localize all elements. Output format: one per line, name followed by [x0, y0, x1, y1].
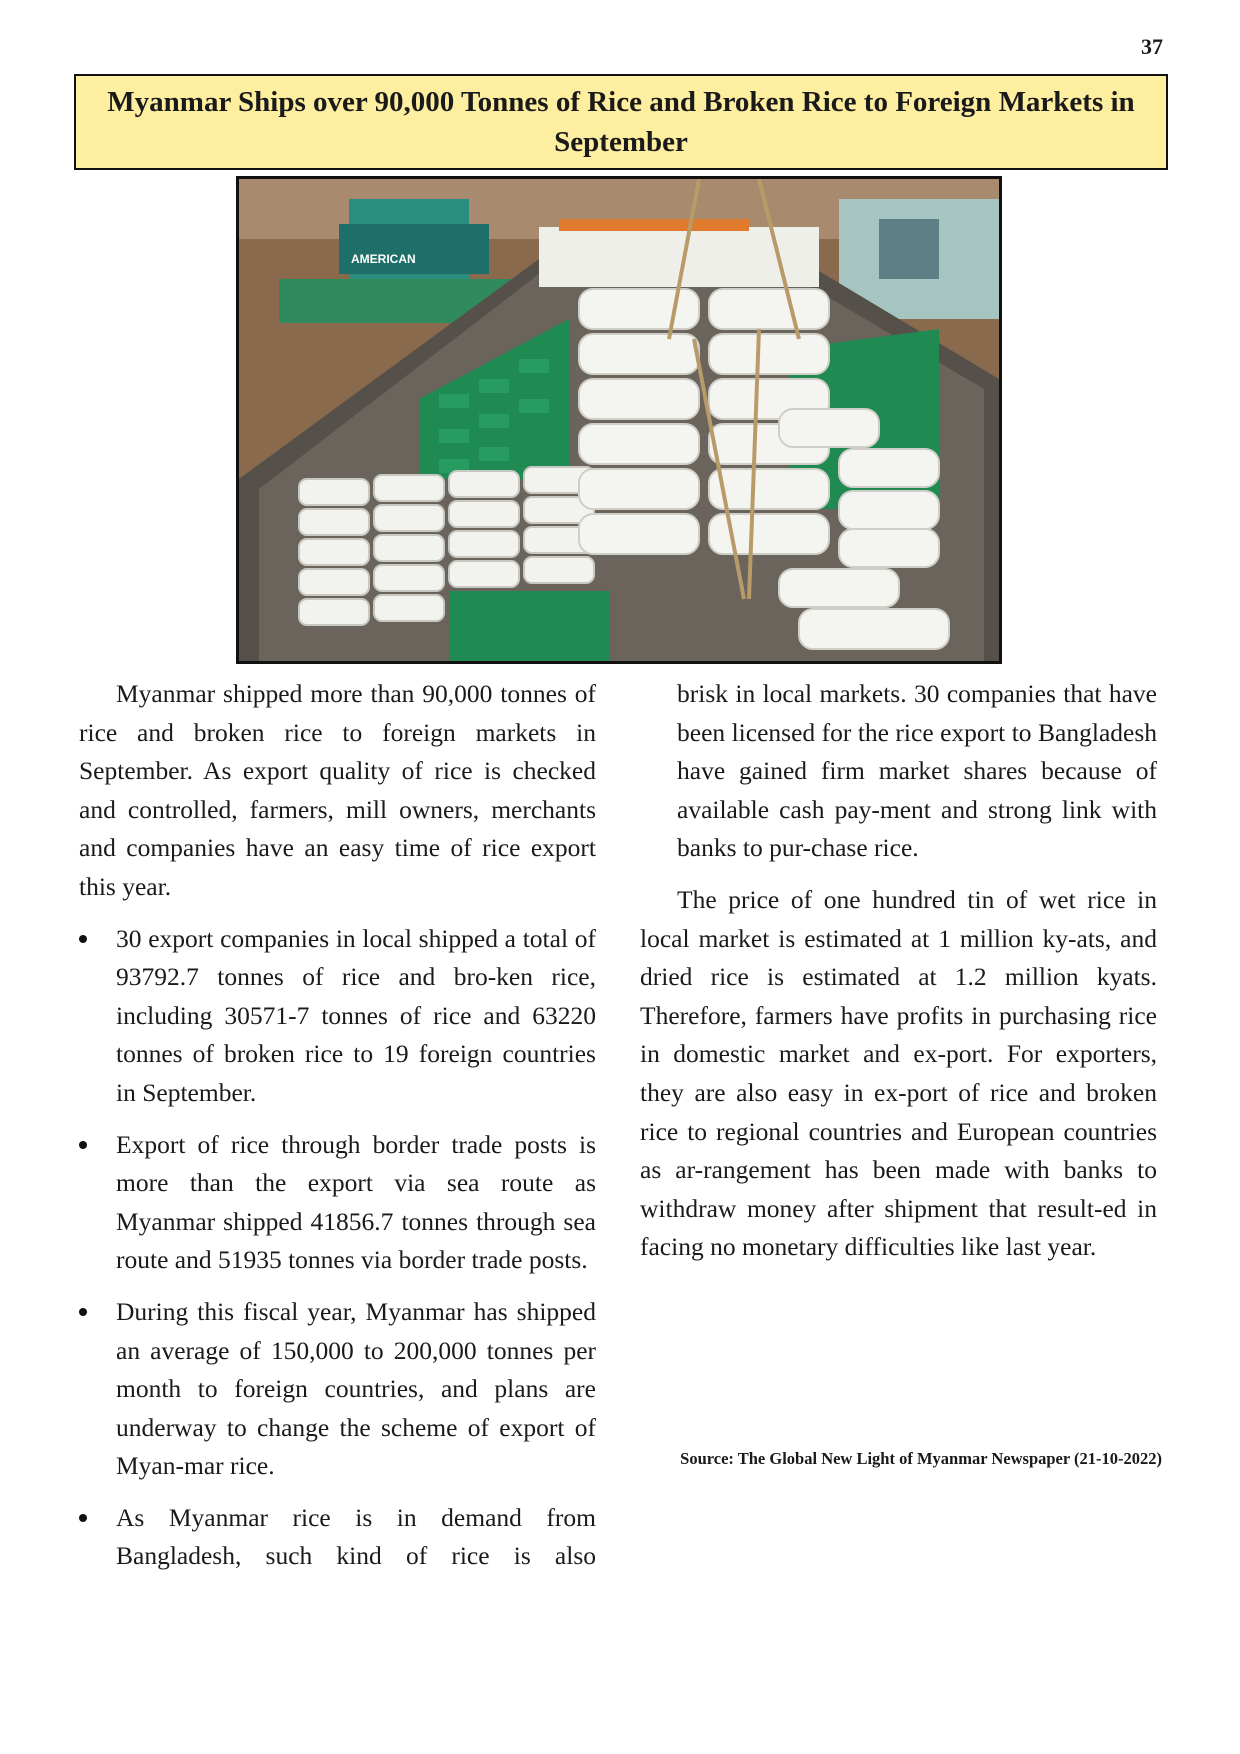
right-column [640, 675, 1157, 1280]
bullet-continuation: brisk in local markets. 30 companies that have been licensed for the rice export to Bangladesh have gained firm market shares because of available cash pay-ment and strong link with banks to pur-chase rice. [677, 679, 1157, 863]
bullet-dot [79, 935, 87, 943]
price-paragraph: The price of one hundred tin of wet rice in local market is estimated at 1 million ky-ats, and dried rice is estimated at 1.2 million kyats. Therefore, farmers have profits in purchasing rice in domestic market and ex-port. For exporters, they are also easy in ex-port of rice and broken rice to regional countries and European countries as ar-rangement has been made with banks to withdraw money after shipment that result-ed in facing no monetary difficulties like last year. [640, 884, 1157, 1262]
tug-label: AMERICAN [351, 252, 416, 266]
article-title-box [74, 74, 1168, 170]
bullet-dot [79, 1141, 87, 1149]
bullet-dot [79, 1308, 87, 1316]
bullet-dot [79, 1514, 87, 1522]
left-column [79, 675, 596, 1589]
source-citation: Source: The Global New Light of Myanmar Newspaper (21-10-2022) [680, 1449, 1162, 1468]
page-number: 37 [1141, 34, 1163, 59]
bullet-item [79, 1293, 596, 1486]
rice-shipment-photo [236, 176, 1002, 664]
intro-paragraph: Myanmar shipped more than 90,000 tonnes of rice and broken rice to foreign markets in September. As export quality of rice is checked and controlled, farmers, mill owners, merchants and companies have an easy time of rice export this year. [79, 679, 596, 901]
bullet-item [79, 920, 596, 1113]
bullet-item [79, 1126, 596, 1280]
bullet-text: 30 export companies in local shipped a total of 93792.7 tonnes of rice and bro-ken rice, including 30571-7 tonnes of rice and 63220 tonnes of broken rice to 19 foreign countries in September. [116, 923, 596, 1107]
bullet-text: During this fiscal year, Myanmar has shipped an average of 150,000 to 200,000 tonnes per month to foreign countries, and plans are underway to change the scheme of export of Myan-mar rice. [116, 1296, 596, 1481]
bullet-item [79, 1499, 596, 1576]
bullet-text: Export of rice through border trade posts is more than the export via sea route as Myanmar shipped 41856.7 tonnes through sea route and 51935 tonnes via border trade posts. [116, 1129, 596, 1275]
bullet-list [79, 920, 596, 1577]
photo-illustration [239, 179, 999, 661]
article-title: Myanmar Ships over 90,000 Tonnes of Rice and Broken Rice to Foreign Markets in September [107, 86, 1135, 158]
bullet-text: As Myanmar rice is in demand from Bangladesh, such kind of rice is also [116, 1502, 596, 1571]
